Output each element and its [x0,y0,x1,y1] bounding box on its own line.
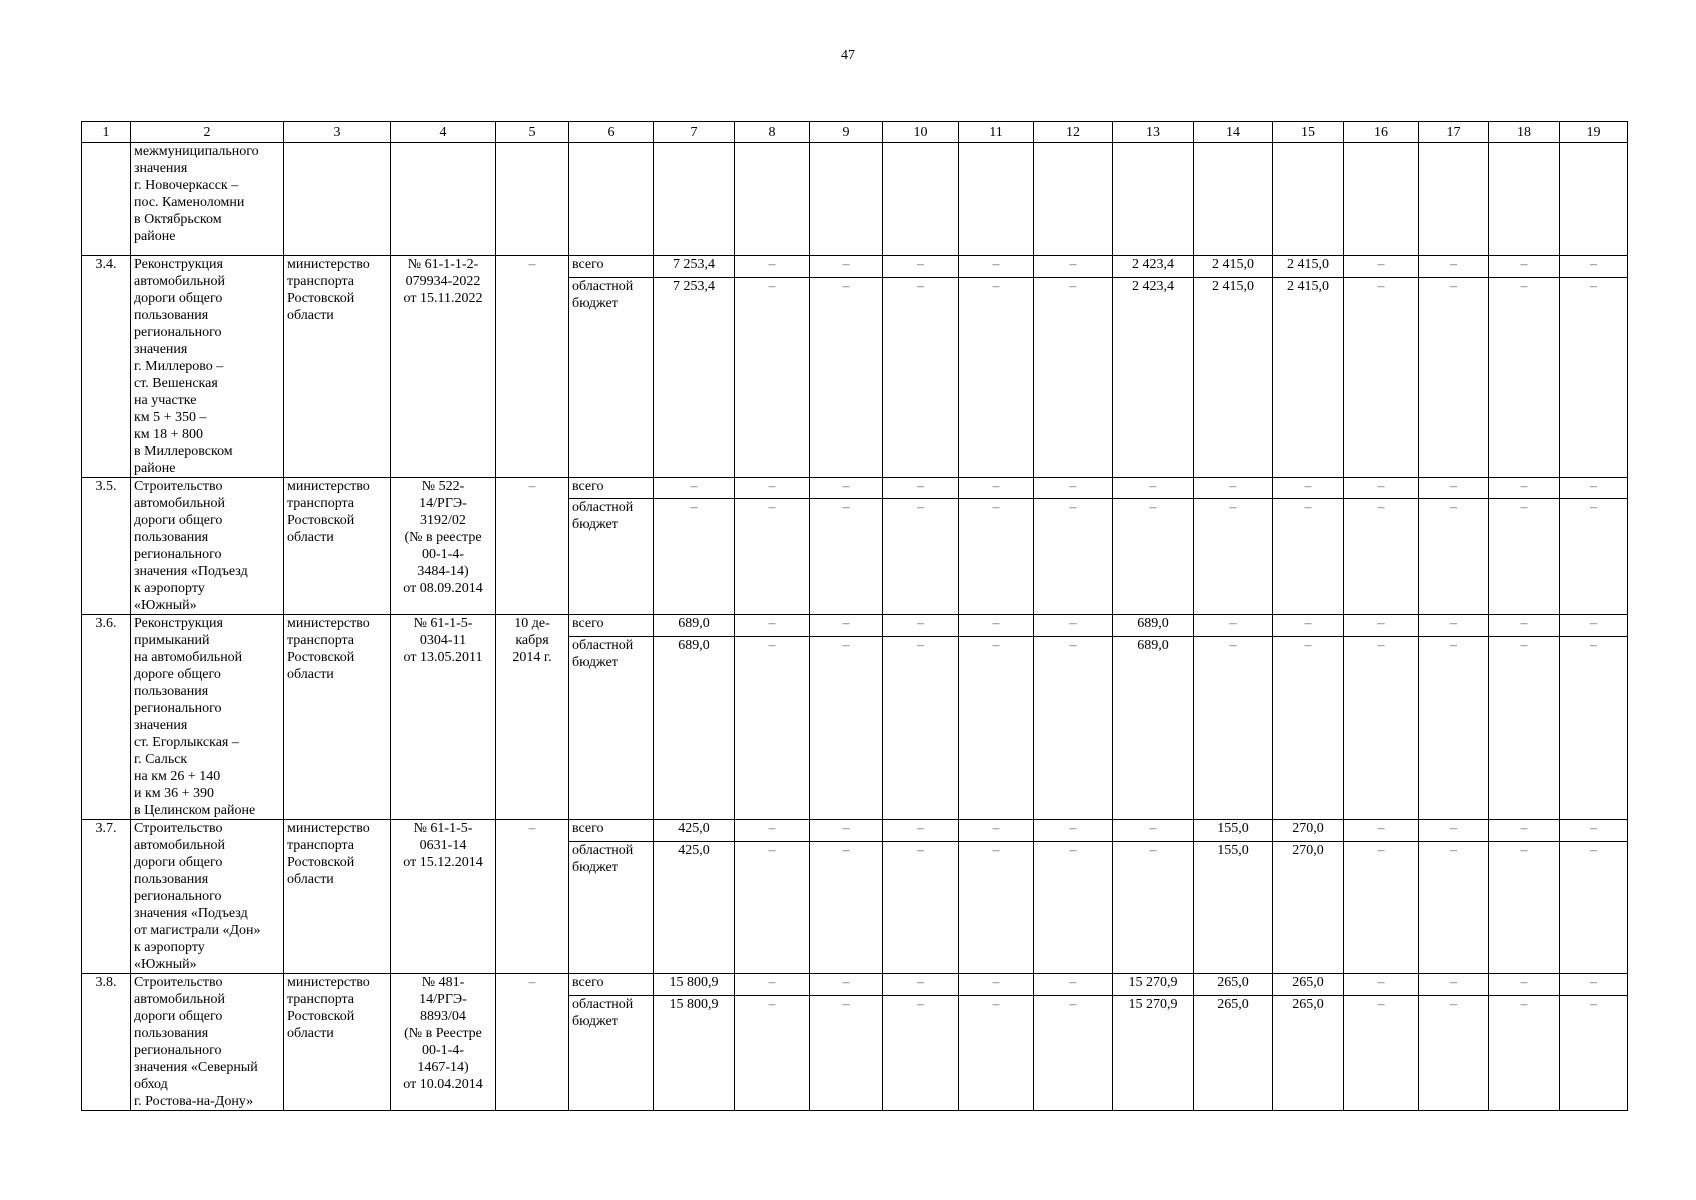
value-cell: – [1194,499,1273,615]
funding-source-cell: областной бюджет [569,277,654,477]
value-cell: – [959,478,1034,499]
value-cell: – [654,499,735,615]
cell [1344,143,1419,256]
value-cell: – [1560,637,1628,820]
value-cell: – [1560,995,1628,1110]
value-cell: – [1344,615,1419,637]
value-cell: – [1034,277,1113,477]
cell [1034,143,1113,256]
value-cell: – [1560,277,1628,477]
document-cell: № 61-1-5- 0304-11 от 13.05.2011 [391,615,496,820]
value-cell: 265,0 [1194,995,1273,1110]
column-header: 16 [1344,122,1419,143]
value-cell: – [959,256,1034,278]
executor-cell: министерство транспорта Ростовской области [284,820,391,974]
funding-source-cell: всего [569,615,654,637]
column-header: 11 [959,122,1034,143]
value-cell: – [1113,841,1194,973]
value-cell: – [959,277,1034,477]
column-header: 4 [391,122,496,143]
value-cell: – [1344,277,1419,477]
value-cell: – [883,841,959,973]
value-cell: – [959,820,1034,842]
value-cell: – [1194,615,1273,637]
value-cell: 265,0 [1273,974,1344,996]
cell [569,143,654,256]
value-cell: – [1419,974,1489,996]
value-cell: – [1344,478,1419,499]
value-cell: – [810,277,883,477]
value-cell: – [1419,637,1489,820]
value-cell: 689,0 [1113,637,1194,820]
document-cell: № 61-1-5- 0631-14 от 15.12.2014 [391,820,496,974]
value-cell: – [883,499,959,615]
column-header: 14 [1194,122,1273,143]
table-row [82,478,1628,499]
header-row [82,122,1628,143]
value-cell: – [1273,637,1344,820]
value-cell: – [810,499,883,615]
funding-source-cell: областной бюджет [569,995,654,1110]
value-cell: – [1560,478,1628,499]
value-cell: – [1489,820,1560,842]
value-cell: – [883,637,959,820]
value-cell: – [1034,637,1113,820]
value-cell: – [810,974,883,996]
value-cell: – [735,277,810,477]
funding-source-cell: всего [569,478,654,499]
table-row [82,974,1628,996]
value-cell: – [1489,615,1560,637]
page-number: 47 [841,48,855,63]
value-cell: – [1489,974,1560,996]
value-cell: 155,0 [1194,841,1273,973]
cell [1113,143,1194,256]
value-cell: – [1419,277,1489,477]
value-cell: 7 253,4 [654,256,735,278]
executor-cell: министерство транспорта Ростовской области [284,974,391,1111]
value-cell: 7 253,4 [654,277,735,477]
value-cell: – [1344,256,1419,278]
value-cell: – [1560,499,1628,615]
value-cell: – [1034,499,1113,615]
value-cell: – [1344,995,1419,1110]
cell [1560,143,1628,256]
table-body [82,143,1628,1111]
value-cell: – [810,995,883,1110]
value-cell: 2 423,4 [1113,277,1194,477]
date-cell: – [496,820,569,974]
column-header: 8 [735,122,810,143]
value-cell: 265,0 [1194,974,1273,996]
value-cell: – [1419,995,1489,1110]
executor-cell: министерство транспорта Ростовской области [284,615,391,820]
value-cell: – [883,277,959,477]
document-cell: № 61-1-1-2- 079934-2022 от 15.11.2022 [391,256,496,478]
value-cell: – [1560,820,1628,842]
value-cell: – [810,637,883,820]
value-cell: – [810,478,883,499]
value-cell: 689,0 [1113,615,1194,637]
value-cell: – [1273,478,1344,499]
row-number-cell: 3.7. [82,820,131,974]
cell [496,143,569,256]
value-cell: – [735,478,810,499]
date-cell: – [496,478,569,615]
cell [391,143,496,256]
value-cell: – [1560,615,1628,637]
value-cell: – [1034,615,1113,637]
cell [82,143,131,256]
value-cell: – [883,615,959,637]
value-cell: – [1419,478,1489,499]
value-cell: – [883,256,959,278]
value-cell: 270,0 [1273,820,1344,842]
value-cell: – [883,820,959,842]
value-cell: 155,0 [1194,820,1273,842]
column-header: 1 [82,122,131,143]
value-cell: – [735,820,810,842]
value-cell: – [735,637,810,820]
value-cell: 2 415,0 [1194,277,1273,477]
value-cell: 15 270,9 [1113,974,1194,996]
object-name-cell: Строительство автомобильной дороги общего пользования регионального значения «Северный обход г. Ростова-на-Дону» [131,974,284,1111]
row-number-cell: 3.4. [82,256,131,478]
column-header: 10 [883,122,959,143]
table-row [82,615,1628,637]
value-cell: – [1560,974,1628,996]
table-row [82,256,1628,278]
date-cell: – [496,256,569,478]
value-cell: – [1034,256,1113,278]
continuation-name-cell: межмуниципального значения г. Новочеркасск – пос. Каменоломни в Октябрьском районе [131,143,284,256]
value-cell: – [1034,478,1113,499]
column-header: 9 [810,122,883,143]
cell [810,143,883,256]
value-cell: – [735,615,810,637]
column-header: 5 [496,122,569,143]
object-name-cell: Строительство автомобильной дороги общего пользования регионального значения «Подъезд от магистрали «Дон» к аэропорту «Южный» [131,820,284,974]
value-cell: – [883,478,959,499]
value-cell: – [959,995,1034,1110]
continuation-row [82,143,1628,256]
value-cell: 2 423,4 [1113,256,1194,278]
value-cell: – [1034,820,1113,842]
value-cell: 425,0 [654,820,735,842]
document-cell: № 481- 14/РГЭ- 8893/04 (№ в Реестре 00-1-4- 1467-14) от 10.04.2014 [391,974,496,1111]
row-number-cell: 3.5. [82,478,131,615]
value-cell: – [959,637,1034,820]
value-cell: – [959,841,1034,973]
value-cell: – [1113,478,1194,499]
value-cell: – [1344,974,1419,996]
row-number-cell: 3.6. [82,615,131,820]
funding-source-cell: всего [569,256,654,278]
cell [1194,143,1273,256]
value-cell: – [1344,499,1419,615]
date-cell: 10 де- кабря 2014 г. [496,615,569,820]
value-cell: – [959,499,1034,615]
object-name-cell: Строительство автомобильной дороги общего пользования регионального значения «Подъезд к аэропорту «Южный» [131,478,284,615]
value-cell: – [810,256,883,278]
value-cell: – [1419,841,1489,973]
object-name-cell: Реконструкция автомобильной дороги общего пользования регионального значения г. Миллерово – ст. Вешенская на участке км 5 + 350 – км 18 + 800 в Миллеровском районе [131,256,284,478]
value-cell: 425,0 [654,841,735,973]
row-number-cell: 3.8. [82,974,131,1111]
value-cell: 2 415,0 [1273,256,1344,278]
value-cell: – [1034,995,1113,1110]
cell [1419,143,1489,256]
value-cell: – [1419,256,1489,278]
value-cell: – [1273,499,1344,615]
value-cell: – [1034,841,1113,973]
value-cell: – [1489,995,1560,1110]
funding-source-cell: областной бюджет [569,841,654,973]
value-cell: – [959,974,1034,996]
column-header: 6 [569,122,654,143]
value-cell: 270,0 [1273,841,1344,973]
value-cell: – [1034,974,1113,996]
cell [1489,143,1560,256]
column-header: 18 [1489,122,1560,143]
cell [883,143,959,256]
value-cell: – [1344,841,1419,973]
value-cell: – [1273,615,1344,637]
object-name-cell: Реконструкция примыканий на автомобильной дороге общего пользования регионального значения ст. Егорлыкская – г. Сальск на км 26 + 140 и км 36 + 390 в Целинском районе [131,615,284,820]
value-cell: – [1560,841,1628,973]
value-cell: – [1194,637,1273,820]
value-cell: – [1489,637,1560,820]
value-cell: – [1560,256,1628,278]
executor-cell: министерство транспорта Ростовской области [284,256,391,478]
value-cell: – [810,615,883,637]
budget-table [81,121,1628,1111]
value-cell: 15 800,9 [654,995,735,1110]
table-row [82,820,1628,842]
value-cell: – [1489,841,1560,973]
funding-source-cell: всего [569,974,654,996]
value-cell: – [1419,499,1489,615]
funding-source-cell: всего [569,820,654,842]
column-header: 17 [1419,122,1489,143]
value-cell: – [1344,637,1419,820]
value-cell: – [654,478,735,499]
value-cell: – [1489,478,1560,499]
value-cell: – [883,995,959,1110]
value-cell: – [735,841,810,973]
cell [959,143,1034,256]
value-cell: – [735,995,810,1110]
value-cell: – [735,499,810,615]
column-header: 7 [654,122,735,143]
value-cell: – [1419,615,1489,637]
value-cell: – [735,974,810,996]
value-cell: – [810,820,883,842]
column-header: 12 [1034,122,1113,143]
cell [654,143,735,256]
value-cell: 2 415,0 [1194,256,1273,278]
funding-source-cell: областной бюджет [569,637,654,820]
value-cell: – [1419,820,1489,842]
column-header: 2 [131,122,284,143]
value-cell: – [1113,499,1194,615]
value-cell: – [1489,256,1560,278]
table-header [82,122,1628,143]
value-cell: 689,0 [654,637,735,820]
value-cell: – [810,841,883,973]
executor-cell: министерство транспорта Ростовской области [284,478,391,615]
value-cell: – [883,974,959,996]
cell [1273,143,1344,256]
funding-source-cell: областной бюджет [569,499,654,615]
value-cell: 15 270,9 [1113,995,1194,1110]
value-cell: 15 800,9 [654,974,735,996]
value-cell: – [735,256,810,278]
column-header: 3 [284,122,391,143]
column-header: 19 [1560,122,1628,143]
document-cell: № 522- 14/РГЭ- 3192/02 (№ в реестре 00-1-4- 3484-14) от 08.09.2014 [391,478,496,615]
value-cell: 2 415,0 [1273,277,1344,477]
column-header: 15 [1273,122,1344,143]
date-cell: – [496,974,569,1111]
column-header: 13 [1113,122,1194,143]
value-cell: 689,0 [654,615,735,637]
value-cell: – [959,615,1034,637]
value-cell: – [1113,820,1194,842]
value-cell: – [1344,820,1419,842]
value-cell: – [1194,478,1273,499]
cell [284,143,391,256]
value-cell: 265,0 [1273,995,1344,1110]
cell [735,143,810,256]
value-cell: – [1489,277,1560,477]
value-cell: – [1489,499,1560,615]
